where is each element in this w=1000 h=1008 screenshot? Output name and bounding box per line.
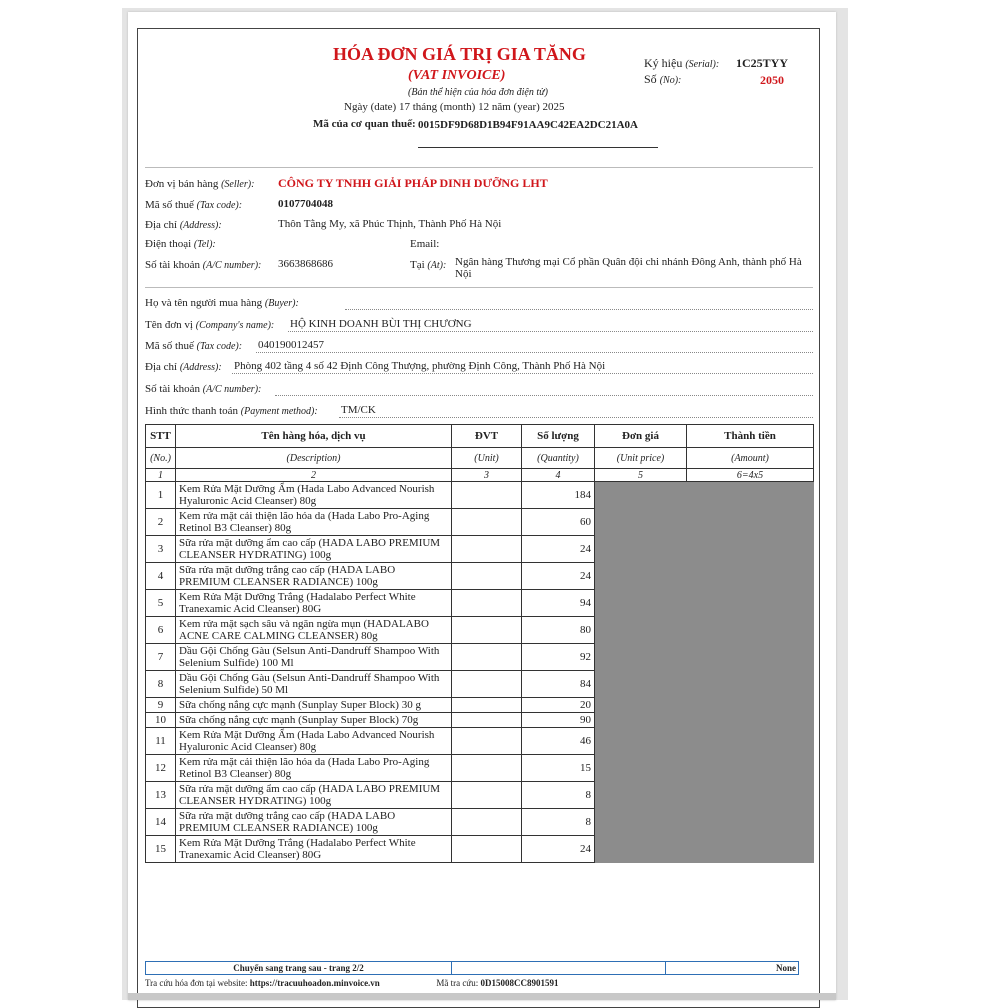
row-unit-price-redacted — [595, 482, 687, 509]
row-unit-price-redacted — [595, 590, 687, 617]
row-quantity: 46 — [522, 728, 595, 755]
table-row — [146, 728, 814, 755]
payment-line — [339, 417, 813, 418]
row-unit-price-redacted — [595, 536, 687, 563]
table-index-row — [146, 469, 814, 482]
row-no: 12 — [146, 755, 176, 782]
col-idx-quantity: 4 — [522, 469, 595, 482]
table-row — [146, 671, 814, 698]
col-header-no: STT — [146, 425, 176, 448]
row-unit — [452, 509, 522, 536]
row-amount-redacted — [687, 671, 814, 698]
row-description: Kem Rửa Mặt Dưỡng Ẩm (Hada Labo Advanced Nourish Hyaluronic Acid Cleanser) 80g — [176, 482, 452, 509]
buyer-name-label: Họ và tên người mua hàng (Buyer): — [145, 297, 299, 309]
invoice-note: (Bản thể hiện của hóa đơn điện tử) — [408, 87, 548, 98]
row-no: 8 — [146, 671, 176, 698]
buyer-company-line — [288, 331, 813, 332]
row-unit-price-redacted — [595, 713, 687, 728]
row-unit — [452, 755, 522, 782]
payment-method: TM/CK — [341, 404, 376, 416]
separator — [145, 287, 813, 288]
table-row — [146, 698, 814, 713]
col-sub-unit: (Unit) — [452, 448, 522, 469]
row-unit-price-redacted — [595, 755, 687, 782]
buyer-account-label: Số tài khoản (A/C number): — [145, 383, 262, 395]
row-unit — [452, 809, 522, 836]
invoice-title: HÓA ĐƠN GIÁ TRỊ GIA TĂNG — [333, 44, 586, 64]
row-description: Kem Rửa Mặt Dưỡng Trắng (Hadalabo Perfect White Tranexamic Acid Cleanser) 80G — [176, 836, 452, 863]
invoice-subtitle: (VAT INVOICE) — [408, 68, 506, 83]
row-no: 13 — [146, 782, 176, 809]
table-header-row — [146, 425, 814, 448]
row-amount-redacted — [687, 617, 814, 644]
carry-over-text: Chuyển sang trang sau - trang 2/2 — [146, 962, 452, 974]
payment-label: Hình thức thanh toán (Payment method): — [145, 405, 318, 417]
serial-value: 1C25TYY — [736, 56, 789, 70]
row-description: Sữa rửa mặt dưỡng trắng cao cấp (HADA LABO PREMIUM CLEANSER RADIANCE) 100g — [176, 563, 452, 590]
seller-address: Thôn Tằng My, xã Phúc Thịnh, Thành Phố Hà Nội — [278, 218, 502, 230]
items-table — [145, 424, 814, 863]
row-quantity: 15 — [522, 755, 595, 782]
row-unit — [452, 563, 522, 590]
row-amount-redacted — [687, 644, 814, 671]
row-quantity: 20 — [522, 698, 595, 713]
carry-over-spacer — [452, 962, 666, 974]
row-unit — [452, 728, 522, 755]
seller-account-label: Số tài khoản (A/C number): — [145, 259, 262, 271]
row-description: Dầu Gội Chống Gàu (Selsun Anti-Dandruff Shampoo With Selenium Sulfide) 100 Ml — [176, 644, 452, 671]
row-unit — [452, 713, 522, 728]
col-idx-amount: 6=4x5 — [687, 469, 814, 482]
row-no: 5 — [146, 590, 176, 617]
table-row — [146, 782, 814, 809]
lookup-code: 0D15008CC8901591 — [480, 978, 559, 988]
row-unit — [452, 644, 522, 671]
table-row — [146, 644, 814, 671]
row-unit — [452, 836, 522, 863]
row-amount-redacted — [687, 809, 814, 836]
col-sub-amount: (Amount) — [687, 448, 814, 469]
col-idx-description: 2 — [176, 469, 452, 482]
table-row — [146, 509, 814, 536]
row-no: 11 — [146, 728, 176, 755]
row-unit-price-redacted — [595, 563, 687, 590]
row-unit-price-redacted — [595, 671, 687, 698]
row-amount-redacted — [687, 698, 814, 713]
row-description: Kem rửa mặt cải thiện lão hóa da (Hada Labo Pro-Aging Retinol B3 Cleanser) 80g — [176, 755, 452, 782]
row-description: Sữa chống nắng cực mạnh (Sunplay Super Block) 30 g — [176, 698, 452, 713]
row-amount-redacted — [687, 713, 814, 728]
viewer-scroll-edge — [128, 993, 836, 1000]
buyer-address-line — [232, 373, 813, 374]
row-unit-price-redacted — [595, 617, 687, 644]
number-label: Số (No): — [644, 72, 682, 86]
row-description: Sữa chống nắng cực mạnh (Sunplay Super Block) 70g — [176, 713, 452, 728]
row-quantity: 84 — [522, 671, 595, 698]
lookup-footer: Tra cứu hóa đơn tại website: https://tracuuhoadon.minvoice.vn Mã tra cứu: 0D15008CC8901591 — [145, 978, 559, 988]
row-unit — [452, 482, 522, 509]
col-header-description: Tên hàng hóa, dịch vụ — [176, 425, 452, 448]
buyer-tax-code: 040190012457 — [258, 339, 324, 351]
row-unit-price-redacted — [595, 698, 687, 713]
row-no: 3 — [146, 536, 176, 563]
buyer-account-line — [275, 395, 813, 396]
row-unit — [452, 617, 522, 644]
row-no: 4 — [146, 563, 176, 590]
table-row — [146, 809, 814, 836]
table-row — [146, 617, 814, 644]
seller-email-label: Email: — [410, 238, 440, 250]
invoice-number: 2050 — [760, 73, 784, 87]
row-amount-redacted — [687, 590, 814, 617]
seller-name: CÔNG TY TNHH GIẢI PHÁP DINH DƯỠNG LHT — [278, 176, 548, 190]
row-amount-redacted — [687, 782, 814, 809]
row-description: Sữa rửa mặt dưỡng ẩm cao cấp (HADA LABO PREMIUM CLEANSER HYDRATING) 100g — [176, 536, 452, 563]
row-description: Kem Rửa Mặt Dưỡng Ẩm (Hada Labo Advanced Nourish Hyaluronic Acid Cleanser) 80g — [176, 728, 452, 755]
buyer-address-label: Địa chỉ (Address): — [145, 361, 222, 373]
row-amount-redacted — [687, 755, 814, 782]
table-row — [146, 713, 814, 728]
row-unit — [452, 671, 522, 698]
table-row — [146, 755, 814, 782]
row-description: Sữa rửa mặt dưỡng ẩm cao cấp (HADA LABO PREMIUM CLEANSER HYDRATING) 100g — [176, 782, 452, 809]
row-description: Kem Rửa Mặt Dưỡng Trắng (Hadalabo Perfect White Tranexamic Acid Cleanser) 80G — [176, 590, 452, 617]
table-row — [146, 563, 814, 590]
carry-over-box — [145, 961, 799, 975]
row-unit-price-redacted — [595, 509, 687, 536]
row-unit-price-redacted — [595, 728, 687, 755]
buyer-company-label: Tên đơn vị (Company's name): — [145, 319, 275, 331]
row-no: 2 — [146, 509, 176, 536]
row-unit-price-redacted — [595, 782, 687, 809]
seller-account: 3663868686 — [278, 258, 333, 270]
auth-code-label: Mã của cơ quan thuế: — [313, 118, 416, 130]
buyer-tax-line — [256, 352, 813, 353]
row-unit — [452, 590, 522, 617]
row-unit — [452, 698, 522, 713]
row-unit-price-redacted — [595, 809, 687, 836]
seller-tax-label: Mã số thuế (Tax code): — [145, 199, 243, 211]
row-amount-redacted — [687, 509, 814, 536]
row-no: 7 — [146, 644, 176, 671]
auth-code: 0015DF9D68D1B94F91AA9C42EA2DC21A0A — [418, 119, 638, 131]
col-header-quantity: Số lượng — [522, 425, 595, 448]
table-subheader-row — [146, 448, 814, 469]
row-description: Kem rửa mặt sạch sâu và ngăn ngừa mụn (HADALABO ACNE CARE CALMING CLEANSER) 80g — [176, 617, 452, 644]
buyer-address: Phòng 402 tầng 4 số 42 Định Công Thượng, phường Định Công, Thành Phố Hà Nội — [234, 360, 606, 372]
col-header-unit-price: Đơn giá — [595, 425, 687, 448]
separator — [145, 167, 813, 168]
row-quantity: 90 — [522, 713, 595, 728]
buyer-tax-label: Mã số thuế (Tax code): — [145, 340, 243, 352]
row-quantity: 60 — [522, 509, 595, 536]
serial-label: Ký hiệu (Serial): — [644, 56, 720, 70]
auth-code-underline — [418, 147, 658, 148]
row-quantity: 184 — [522, 482, 595, 509]
table-row — [146, 482, 814, 509]
seller-tax-code: 0107704048 — [278, 198, 333, 210]
row-no: 10 — [146, 713, 176, 728]
buyer-company: HỘ KINH DOANH BÙI THỊ CHƯƠNG — [290, 318, 472, 330]
row-quantity: 92 — [522, 644, 595, 671]
table-row — [146, 536, 814, 563]
row-unit-price-redacted — [595, 836, 687, 863]
row-quantity: 24 — [522, 836, 595, 863]
seller-phone-label: Điện thoại (Tel): — [145, 238, 216, 250]
row-description: Dầu Gội Chống Gàu (Selsun Anti-Dandruff Shampoo With Selenium Sulfide) 50 Ml — [176, 671, 452, 698]
row-amount-redacted — [687, 836, 814, 863]
col-idx-unit: 3 — [452, 469, 522, 482]
col-sub-description: (Description) — [176, 448, 452, 469]
row-amount-redacted — [687, 536, 814, 563]
row-amount-redacted — [687, 728, 814, 755]
seller-address-label: Địa chỉ (Address): — [145, 219, 222, 231]
seller-bank: Ngân hàng Thương mại Cổ phần Quân đội chi nhánh Đông Anh, thành phố Hà Nội — [455, 256, 802, 280]
row-no: 9 — [146, 698, 176, 713]
row-amount-redacted — [687, 482, 814, 509]
carry-over-none: None — [776, 963, 796, 973]
row-unit — [452, 782, 522, 809]
table-row — [146, 590, 814, 617]
invoice-date: Ngày (date) 17 tháng (month) 12 năm (year) 2025 — [344, 101, 565, 113]
row-quantity: 24 — [522, 563, 595, 590]
row-no: 1 — [146, 482, 176, 509]
col-sub-no: (No.) — [146, 448, 176, 469]
row-unit — [452, 536, 522, 563]
row-quantity: 8 — [522, 782, 595, 809]
col-header-unit: ĐVT — [452, 425, 522, 448]
seller-name-label: Đơn vị bán hàng (Seller): — [145, 178, 255, 190]
row-description: Kem rửa mặt cải thiện lão hóa da (Hada Labo Pro-Aging Retinol B3 Cleanser) 80g — [176, 509, 452, 536]
row-no: 6 — [146, 617, 176, 644]
row-description: Sữa rửa mặt dưỡng trắng cao cấp (HADA LABO PREMIUM CLEANSER RADIANCE) 100g — [176, 809, 452, 836]
lookup-url[interactable]: https://tracuuhoadon.minvoice.vn — [249, 978, 380, 988]
col-idx-unit-price: 5 — [595, 469, 687, 482]
row-quantity: 8 — [522, 809, 595, 836]
row-unit-price-redacted — [595, 644, 687, 671]
col-sub-quantity: (Quantity) — [522, 448, 595, 469]
buyer-name-line — [345, 309, 813, 310]
col-sub-unit-price: (Unit price) — [595, 448, 687, 469]
seller-bank-label: Tại (At): — [410, 259, 447, 271]
table-row — [146, 836, 814, 863]
row-quantity: 24 — [522, 536, 595, 563]
row-quantity: 94 — [522, 590, 595, 617]
row-no: 14 — [146, 809, 176, 836]
row-amount-redacted — [687, 563, 814, 590]
col-idx-no: 1 — [146, 469, 176, 482]
col-header-amount: Thành tiền — [687, 425, 814, 448]
row-no: 15 — [146, 836, 176, 863]
row-quantity: 80 — [522, 617, 595, 644]
